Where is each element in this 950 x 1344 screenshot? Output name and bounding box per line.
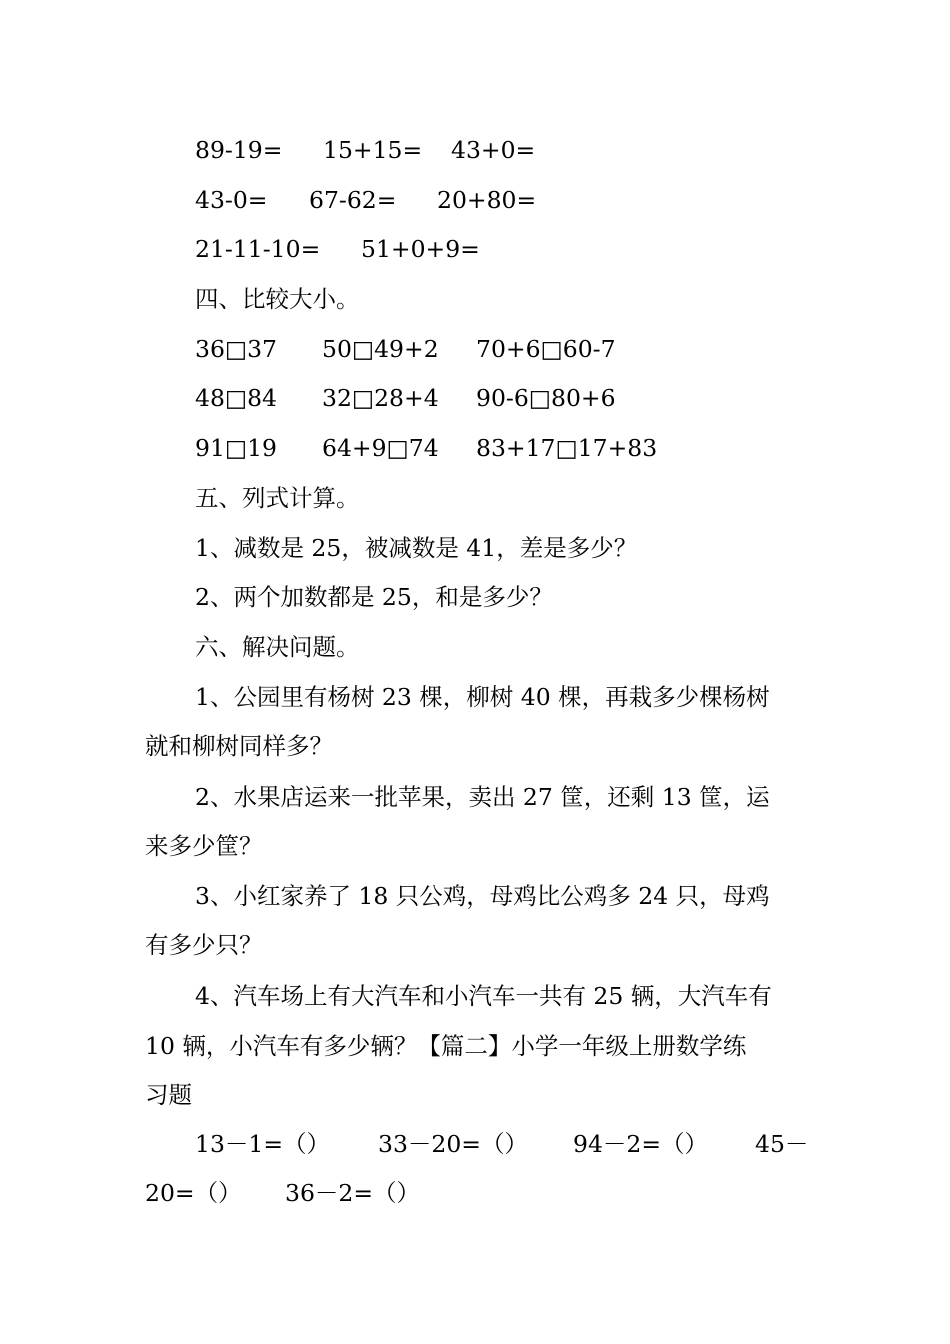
problem-text: 4、汽车场上有大汽车和小汽车一共有 25 辆，大汽车有 bbox=[195, 982, 772, 1010]
compare-item: 70+6□60-7 bbox=[476, 335, 616, 363]
calc-item: 20=（） bbox=[145, 1179, 242, 1207]
problem-text: 1、公园里有杨树 23 棵，柳树 40 棵，再栽多少棵杨树 bbox=[195, 683, 770, 711]
compare-row bbox=[0, 333, 950, 365]
compare-item: 50□49+2 bbox=[322, 335, 439, 363]
problem-text: 3、小红家养了 18 只公鸡，母鸡比公鸡多 24 只，母鸡 bbox=[195, 882, 770, 910]
calc-row bbox=[0, 1128, 950, 1160]
calc-item: 33－20=（） bbox=[378, 1130, 528, 1158]
compare-item: 64+9□74 bbox=[322, 434, 439, 462]
calc-item: 15+15= bbox=[323, 136, 423, 164]
calc-row bbox=[0, 134, 950, 166]
calc-item: 13－1=（） bbox=[195, 1130, 331, 1158]
calc-item: 45－ bbox=[755, 1130, 809, 1158]
calc-row bbox=[0, 184, 950, 216]
calc-item: 20+80= bbox=[437, 186, 537, 214]
calc-item: 67-62= bbox=[309, 186, 397, 214]
calc-item: 89-19= bbox=[195, 136, 283, 164]
compare-item: 90-6□80+6 bbox=[476, 384, 616, 412]
problem-text: 10 辆，小汽车有多少辆？【篇二】小学一年级上册数学练 bbox=[145, 1032, 747, 1060]
list-item: 2、两个加数都是 25，和是多少？ bbox=[195, 583, 553, 611]
calc-item: 51+0+9= bbox=[361, 235, 480, 263]
calc-item: 43+0= bbox=[451, 136, 536, 164]
calc-row bbox=[0, 233, 950, 265]
compare-row bbox=[0, 382, 950, 414]
list-item: 1、减数是 25，被减数是 41，差是多少？ bbox=[195, 534, 638, 562]
calc-item: 21-11-10= bbox=[195, 235, 321, 263]
section-heading: 五、列式计算。 bbox=[195, 484, 360, 512]
problem-text: 就和柳树同样多？ bbox=[145, 732, 333, 760]
problem-text: 来多少筐？ bbox=[145, 832, 263, 860]
problem-text: 2、水果店运来一批苹果，卖出 27 筐，还剩 13 筐，运 bbox=[195, 783, 770, 811]
problem-text: 有多少只？ bbox=[145, 931, 263, 959]
compare-item: 83+17□17+83 bbox=[476, 434, 658, 462]
compare-row bbox=[0, 432, 950, 464]
section-heading: 四、比较大小。 bbox=[195, 285, 360, 313]
compare-item: 36□37 bbox=[195, 335, 278, 363]
compare-item: 91□19 bbox=[195, 434, 278, 462]
calc-item: 94－2=（） bbox=[573, 1130, 709, 1158]
section-heading: 六、解决问题。 bbox=[195, 633, 360, 661]
calc-item: 43-0= bbox=[195, 186, 268, 214]
compare-item: 32□28+4 bbox=[322, 384, 439, 412]
calc-row bbox=[0, 1177, 950, 1209]
compare-item: 48□84 bbox=[195, 384, 278, 412]
problem-text: 习题 bbox=[145, 1081, 192, 1109]
calc-item: 36－2=（） bbox=[285, 1179, 421, 1207]
